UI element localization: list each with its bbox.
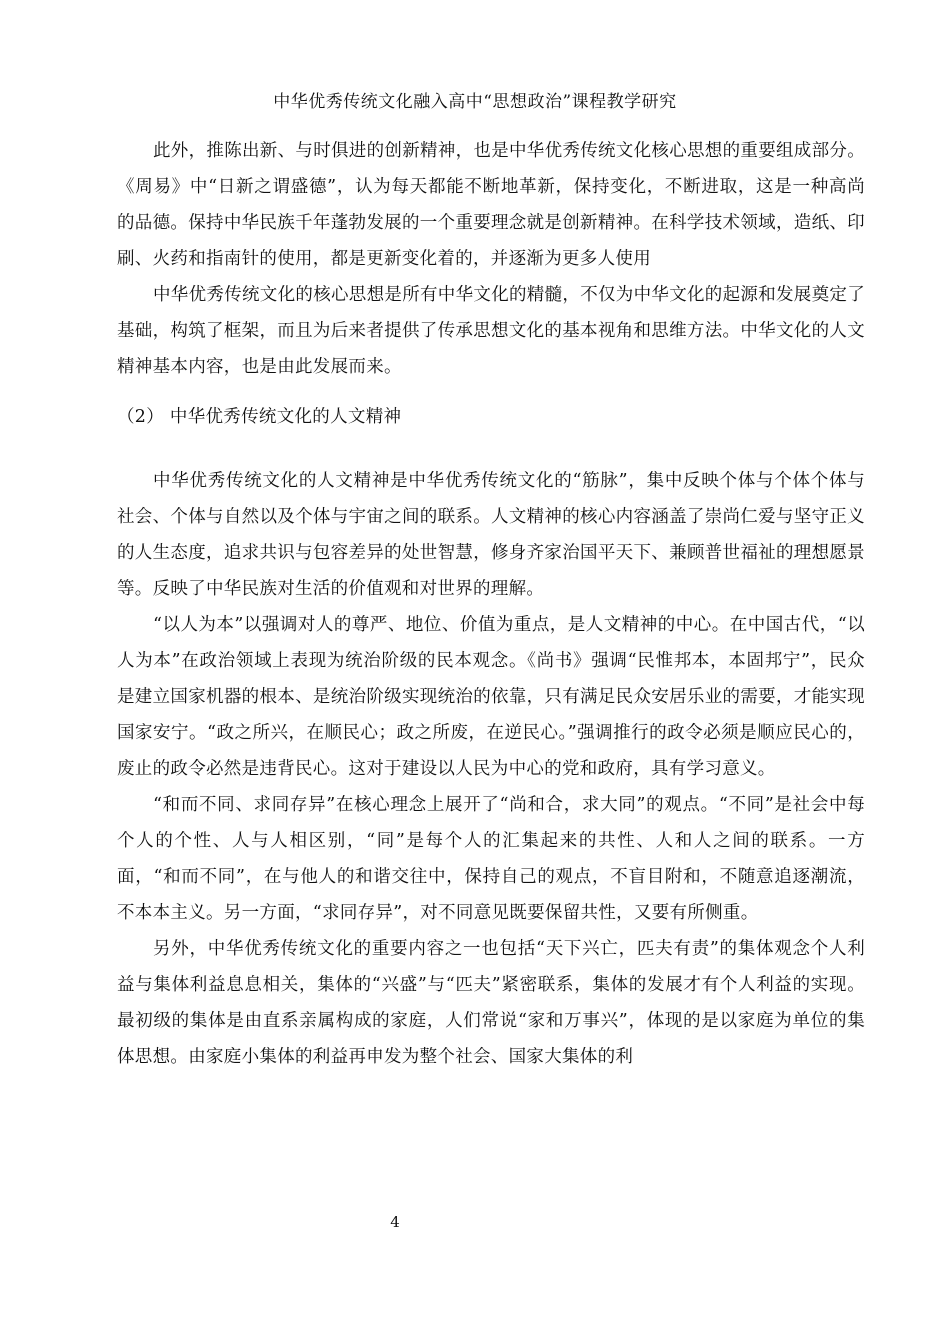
page-number: 4 (390, 1213, 400, 1231)
paragraph: “和而不同、求同存异”在核心理念上展开了“尚和合，求大同”的观点。“不同”是社会中每个人的个性、人与人相区别，“同”是每个人的汇集起来的共性、人和人之间的联系。一方面，“和而不同”，在与他人的和谐交往中，保持自己的观点，不盲目附和，不随意追逐潮流，不本本主义。另一方面，“求同存异”，对不同意见既要保留共性，又要有所侧重。 (117, 795, 865, 923)
running-header: 中华优秀传统文化融入高中“思想政治”课程教学研究 (273, 92, 677, 112)
paragraph: 中华优秀传统文化的人文精神是中华优秀传统文化的“筋脉”，集中反映个体与个体个体与社会、个体与自然以及个体与宇宙之间的联系。人文精神的核心内容涵盖了崇尚仁爱与坚守正义的人生态度，追求共识与包容差异的处世智慧，修身齐家治国平天下、兼顾普世福祉的理想愿景等。反映了中华民族对生活的价值观和对世界的理解。 (117, 471, 865, 599)
body-text (117, 133, 865, 1075)
paragraph: 另外，中华优秀传统文化的重要内容之一也包括“天下兴亡，匹夫有责”的集体观念个人利益与集体利益息息相关，集体的“兴盛”与“匹夫”紧密联系，集体的发展才有个人利益的实现。最初级的集体是由直系亲属构成的家庭，人们常说“家和万事兴”，体现的是以家庭为单位的集体思想。由家庭小集体的利益再申发为整个社会、国家大集体的利 (117, 939, 865, 1067)
paragraph: “以人为本”以强调对人的尊严、地位、价值为重点，是人文精神的中心。在中国古代，“以人为本”在政治领域上表现为统治阶级的民本观念。《尚书》强调“民惟邦本，本固邦宁”，民众是建立国家机器的根本、是统治阶级实现统治的依靠，只有满足民众安居乐业的需要，才能实现国家安宁。“政之所兴，在顺民心；政之所废，在逆民心。”强调推行的政令必须是顺应民心的，废止的政令必然是违背民心。这对于建设以人民为中心的党和政府，具有学习意义。 (117, 615, 865, 779)
paragraph: 中华优秀传统文化的核心思想是所有中华文化的精髓，不仅为中华文化的起源和发展奠定了基础，构筑了框架，而且为后来者提供了传承思想文化的基本视角和思维方法。中华文化的人文精神基本内容，也是由此发展而来。 (117, 285, 865, 377)
paragraph: 此外，推陈出新、与时俱进的创新精神，也是中华优秀传统文化核心思想的重要组成部分。《周易》中“日新之谓盛德”，认为每天都能不断地革新，保持变化，不断进取，这是一种高尚的品德。保持中华民族千年蓬勃发展的一个重要理念就是创新精神。在科学技术领域，造纸、印刷、火药和指南针的使用，都是更新变化着的，并逐渐为更多人使用 (117, 141, 865, 269)
section-heading: （2） 中华优秀传统文化的人文精神 (117, 407, 402, 427)
